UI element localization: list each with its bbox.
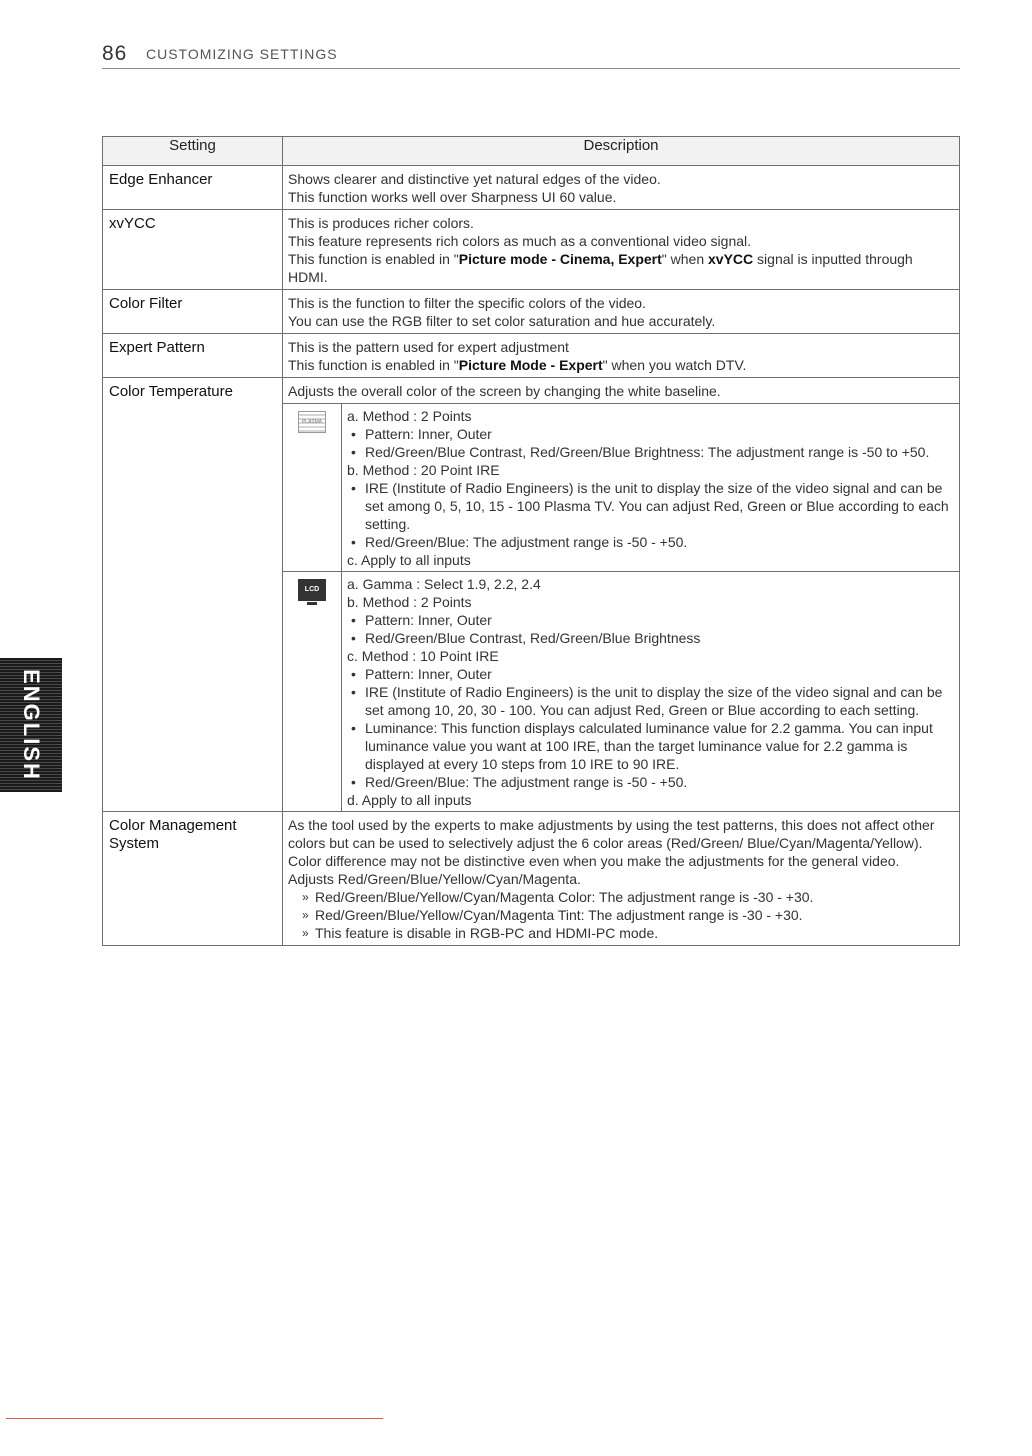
setting-xvycc: xvYCC bbox=[103, 210, 283, 290]
bullet-item bbox=[347, 611, 955, 629]
text-run: " when bbox=[661, 251, 709, 267]
desc-line: Adjusts Red/Green/Blue/Yellow/Cyan/Magenta. bbox=[288, 871, 581, 887]
method-line: d. Apply to all inputs bbox=[347, 792, 472, 808]
setting-color-filter: Color Filter bbox=[103, 290, 283, 334]
bullet-item bbox=[347, 665, 955, 683]
text-run: This function is enabled in " bbox=[288, 357, 459, 373]
desc-expert-pattern bbox=[283, 334, 960, 378]
sub-item bbox=[288, 906, 953, 924]
setting-color-management: Color Management System bbox=[103, 812, 283, 946]
desc-color-management bbox=[283, 812, 960, 946]
desc-line: This is produces richer colors. bbox=[288, 215, 474, 231]
plasma-content bbox=[342, 404, 960, 572]
footer-line bbox=[6, 1418, 383, 1419]
language-tab bbox=[0, 658, 62, 792]
setting-color-temperature: Color Temperature bbox=[103, 378, 283, 812]
arrow-icon: » bbox=[302, 890, 309, 904]
bold-term: xvYCC bbox=[708, 251, 754, 267]
bullet-text: Pattern: Inner, Outer bbox=[365, 666, 492, 682]
desc-line: This is the function to filter the specific colors of the video. bbox=[288, 295, 646, 311]
lcd-tv-icon: LCD bbox=[298, 579, 326, 601]
desc-color-filter bbox=[283, 290, 960, 334]
desc-line: You can use the RGB filter to set color saturation and hue accurately. bbox=[288, 313, 716, 329]
bullet-text: Pattern: Inner, Outer bbox=[365, 426, 492, 442]
sub-item bbox=[288, 888, 953, 906]
desc-line: Color difference may not be distinctive even when you make the adjustments for the general video. bbox=[288, 853, 900, 869]
text-run: signal is inputted through HDMI. bbox=[288, 251, 913, 285]
bullet-text: Red/Green/Blue Contrast, Red/Green/Blue Brightness: The adjustment range is -50 to +50. bbox=[365, 444, 930, 460]
bullet-item bbox=[347, 683, 955, 719]
desc-line: This feature represents rich colors as much as a conventional video signal. bbox=[288, 233, 752, 249]
bold-term: Picture Mode - Expert bbox=[458, 357, 603, 373]
header-setting: Setting bbox=[103, 137, 283, 166]
bullet-text: IRE (Institute of Radio Engineers) is the unit to display the size of the video signal and can be set among 10, 20, 30 - 100. You can adjust Red, Green or Blue according to each setting. bbox=[365, 684, 943, 718]
row-color-filter bbox=[103, 290, 960, 334]
bullet-item bbox=[347, 425, 955, 443]
page-number: 86 bbox=[102, 42, 128, 65]
settings-table bbox=[102, 136, 960, 946]
plasma-tv-icon: PLASMA bbox=[298, 411, 326, 433]
row-color-temperature bbox=[103, 378, 960, 812]
desc-line: Adjusts the overall color of the screen by changing the white baseline. bbox=[288, 383, 721, 399]
bullet-dot-icon: • bbox=[351, 612, 356, 628]
method-line: c. Method : 10 Point IRE bbox=[347, 648, 499, 664]
plasma-icon-cell bbox=[283, 404, 342, 572]
setting-edge-enhancer: Edge Enhancer bbox=[103, 166, 283, 210]
setting-expert-pattern: Expert Pattern bbox=[103, 334, 283, 378]
desc-line: This is the pattern used for expert adjustment bbox=[288, 339, 569, 355]
bullet-text: Pattern: Inner, Outer bbox=[365, 612, 492, 628]
desc-line: This function works well over Sharpness UI 60 value. bbox=[288, 189, 617, 205]
sub-item-text: Red/Green/Blue/Yellow/Cyan/Magenta Color: The adjustment range is -30 - +30. bbox=[315, 889, 814, 905]
bullet-item bbox=[347, 773, 955, 791]
method-line: a. Method : 2 Points bbox=[347, 408, 472, 424]
desc-line bbox=[288, 356, 953, 374]
bullet-text: Red/Green/Blue: The adjustment range is -50 - +50. bbox=[365, 774, 688, 790]
desc-line: As the tool used by the experts to make adjustments by using the test patterns, this does not affect other colors but can be used to selectively adjust the 6 color areas (Red/Green/ Blue/Cyan/Magenta/Yellow). bbox=[288, 817, 935, 851]
text-run: This function is enabled in " bbox=[288, 251, 459, 267]
bullet-dot-icon: • bbox=[351, 630, 356, 646]
page-header bbox=[102, 42, 960, 69]
header-description: Description bbox=[283, 137, 960, 166]
bullet-text: Red/Green/Blue: The adjustment range is -50 - +50. bbox=[365, 534, 688, 550]
arrow-icon: » bbox=[302, 908, 309, 922]
bullet-dot-icon: • bbox=[351, 534, 356, 550]
section-title: CUSTOMIZING SETTINGS bbox=[146, 46, 338, 62]
row-xvycc bbox=[103, 210, 960, 290]
bullet-dot-icon: • bbox=[351, 444, 356, 460]
bullet-item bbox=[347, 629, 955, 647]
arrow-icon: » bbox=[302, 926, 309, 940]
method-line: b. Method : 2 Points bbox=[347, 594, 472, 610]
lcd-content bbox=[342, 572, 960, 812]
desc-xvycc bbox=[283, 210, 960, 290]
plasma-row bbox=[283, 404, 959, 572]
method-line: b. Method : 20 Point IRE bbox=[347, 462, 500, 478]
bullet-dot-icon: • bbox=[351, 720, 356, 736]
desc-line bbox=[288, 250, 953, 286]
method-line: a. Gamma : Select 1.9, 2.2, 2.4 bbox=[347, 576, 541, 592]
lcd-icon-cell bbox=[283, 572, 342, 812]
bullet-dot-icon: • bbox=[351, 426, 356, 442]
bullet-text: IRE (Institute of Radio Engineers) is the unit to display the size of the video signal and can be set among 0, 5, 10, 15 - 100 Plasma TV. You can adjust Red, Green or Blue according to each setting. bbox=[365, 480, 949, 532]
sub-item bbox=[288, 924, 953, 942]
row-expert-pattern bbox=[103, 334, 960, 378]
text-run: " when you watch DTV. bbox=[602, 357, 747, 373]
bullet-text: Luminance: This function displays calculated luminance value for 2.2 gamma. You can input luminance value you want at 100 IRE, than the target luminance value for 2.2 gamma is displayed at every 10 steps from 10 IRE to 90 IRE. bbox=[365, 720, 933, 772]
bullet-dot-icon: • bbox=[351, 774, 356, 790]
bullet-item bbox=[347, 443, 955, 461]
row-edge-enhancer bbox=[103, 166, 960, 210]
table-header-row bbox=[103, 137, 960, 166]
desc-edge-enhancer bbox=[283, 166, 960, 210]
sub-item-text: Red/Green/Blue/Yellow/Cyan/Magenta Tint: The adjustment range is -30 - +30. bbox=[315, 907, 803, 923]
bullet-item bbox=[347, 719, 955, 773]
desc-line: Shows clearer and distinctive yet natural edges of the video. bbox=[288, 171, 661, 187]
bullet-dot-icon: • bbox=[351, 684, 356, 700]
bold-term: Picture mode - Cinema, Expert bbox=[458, 251, 662, 267]
method-line: c. Apply to all inputs bbox=[347, 552, 471, 568]
sub-item-text: This feature is disable in RGB-PC and HDMI-PC mode. bbox=[315, 925, 659, 941]
bullet-dot-icon: • bbox=[351, 666, 356, 682]
language-tab-label: ENGLISH bbox=[19, 669, 44, 781]
color-temperature-subtable bbox=[283, 403, 959, 811]
lcd-row bbox=[283, 572, 959, 812]
row-color-management bbox=[103, 812, 960, 946]
bullet-item bbox=[347, 533, 955, 551]
bullet-item bbox=[347, 479, 955, 533]
desc-color-temperature bbox=[283, 378, 960, 812]
bullet-dot-icon: • bbox=[351, 480, 356, 496]
bullet-text: Red/Green/Blue Contrast, Red/Green/Blue Brightness bbox=[365, 630, 701, 646]
